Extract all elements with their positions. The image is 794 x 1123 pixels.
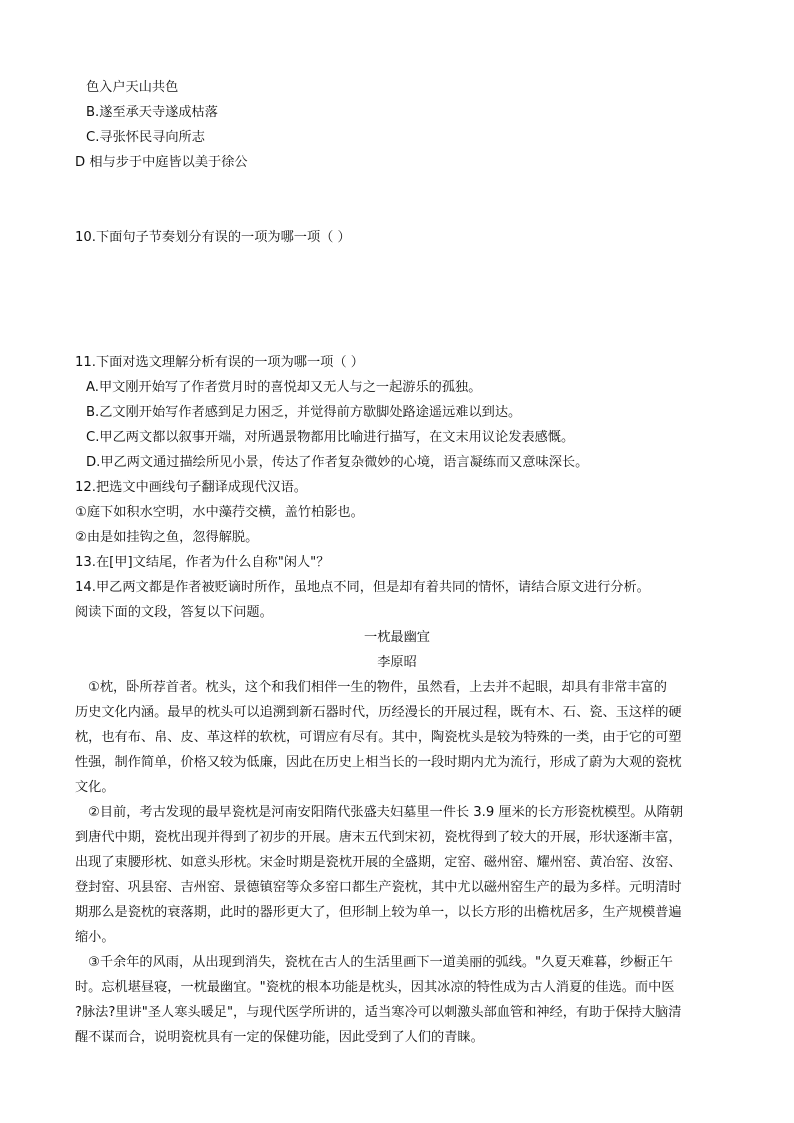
prev-option-b: B.遂至承天寺遂成枯落: [86, 105, 218, 120]
paragraph-line: 文化。: [75, 780, 115, 795]
paragraph-line: ?脉法?里讲"圣人寒头暖足"，与现代医学所讲的，适当寒冷可以刺激头部血管和神经，有助于保持大脑清: [75, 1005, 682, 1020]
question-12: 12.把选文中画线句子翻译成现代汉语。: [75, 480, 307, 495]
paragraph-line: 缩小。: [75, 930, 115, 945]
paragraph-line: 时。忘机堪昼寝，一枕最幽宜。"瓷枕的根本功能是枕头，因其冰凉的特性成为古人消夏的佳选。而中医: [75, 980, 675, 995]
question-10: 10.下面句子节奏划分有误的一项为哪一项（ ）: [75, 230, 351, 245]
paragraph-line: 登封窑、巩县窑、吉州窑、景德镇窑等众多窑口都生产瓷枕，其中尤以磁州窑生产的最为多样。元明清时: [75, 880, 682, 895]
reading-intro: 阅读下面的文段，答复以下问题。: [75, 605, 273, 620]
paragraph-line: 枕，也有布、帛、皮、革这样的软枕，可谓应有尽有。其中，陶瓷枕头是较为特殊的一类，由于它的可塑: [75, 730, 682, 745]
question-11-option-c: C.甲乙两文都以叙事开端，对所遇景物都用比喻进行描写，在文末用议论发表感慨。: [86, 430, 575, 445]
paragraph-line: 出现了束腰形枕、如意头形枕。宋金时期是瓷枕开展的全盛期，定窑、磁州窑、耀州窑、黄冶窑、汝窑、: [75, 855, 682, 870]
question-13: 13.在[甲]文结尾，作者为什么自称"闲人"？: [75, 555, 330, 570]
question-11-option-b: B.乙文刚开始写作者感到足力困乏，并觉得前方歇脚处路途遥远难以到达。: [86, 405, 522, 420]
question-12-item-1: ①庭下如积水空明，水中藻荇交横，盖竹柏影也。: [75, 505, 364, 520]
question-12-item-2: ②由是如挂钩之鱼，忽得解脱。: [75, 530, 259, 545]
paragraph-line: ②目前，考古发现的最早瓷枕是河南安阳隋代张盛夫妇墓里一件长 3.9 厘米的长方形瓷枕模型。从隋朝: [88, 805, 684, 820]
paragraph-line: 性强，制作简单，价格又较为低廉，因此在历史上相当长的一段时期内尤为流行，形成了蔚为大观的瓷枕: [75, 755, 682, 770]
question-11-option-a: A.甲文刚开始写了作者赏月时的喜悦却又无人与之一起游乐的孤独。: [86, 380, 482, 395]
prev-option-c: C.寻张怀民寻向所志: [86, 130, 205, 145]
paragraph-line: 期那么是瓷枕的衰落期，此时的器形更大了，但形制上较为单一，以长方形的出檐枕居多，生产规模普遍: [75, 905, 682, 920]
paragraph-line: 醒不谋而合，说明瓷枕具有一定的保健功能，因此受到了人们的青睐。: [75, 1030, 484, 1045]
paragraph-line: ③千余年的风雨，从出现到消失，瓷枕在古人的生活里画下一道美丽的弧线。"久夏天难暮，纱橱正午: [88, 955, 673, 970]
paragraph-line: 历史文化内涵。最早的枕头可以追溯到新石器时代，历经漫长的开展过程，既有木、石、瓷、玉这样的硬: [75, 705, 682, 720]
question-11-option-d: D.甲乙两文通过描绘所见小景，传达了作者复杂微妙的心境，语言凝练而又意味深长。: [86, 455, 589, 470]
question-11: 11.下面对选文理解分析有误的一项为哪一项（ ）: [75, 355, 364, 370]
paragraph-line: ①枕，卧所荐首者。枕头，这个和我们相伴一生的物件，虽然看，上去并不起眼，却具有非常丰富的: [88, 680, 667, 695]
prev-option-d: D 相与步于中庭皆以美于徐公: [75, 155, 248, 170]
prev-option-a-continued: 色入户天山共色: [86, 80, 179, 95]
question-14: 14.甲乙两文都是作者被贬谪时所作，虽地点不同，但是却有着共同的情怀，请结合原文进行分析。: [75, 580, 650, 595]
paragraph-line: 到唐代中期，瓷枕出现并得到了初步的开展。唐末五代到宋初，瓷枕得到了较大的开展，形状逐渐丰富，: [75, 830, 682, 845]
article-title: 一枕最幽宜: [364, 630, 430, 645]
article-author: 李原昭: [377, 655, 417, 670]
